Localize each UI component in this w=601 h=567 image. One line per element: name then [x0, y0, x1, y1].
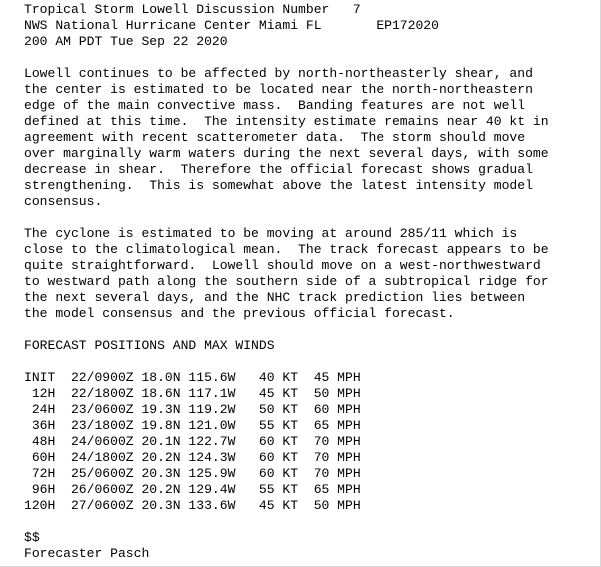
paragraph-line: the center is estimated to be located near the north-northeastern — [24, 82, 533, 97]
blank-line — [24, 50, 549, 66]
forecast-heading: FORECAST POSITIONS AND MAX WINDS — [24, 338, 275, 353]
issuing-office: NWS National Hurricane Center Miami FL EP172020 — [24, 18, 439, 33]
paragraph-line: defined at this time. The intensity estimate remains near 40 kt in — [24, 114, 549, 129]
forecast-row: 96H 26/0600Z 20.2N 129.4W 55 KT 65 MPH — [24, 482, 361, 497]
paragraph-line: strengthening. This is somewhat above the latest intensity model — [24, 178, 533, 193]
forecast-row: 24H 23/0600Z 19.3N 119.2W 50 KT 60 MPH — [24, 402, 361, 417]
paragraph-line: close to the climatological mean. The track forecast appears to be — [24, 242, 549, 257]
paragraph-line: quite straightforward. Lowell should move on a west-northwestward — [24, 258, 541, 273]
paragraph-line: the next several days, and the NHC track prediction lies between — [24, 290, 526, 305]
blank-line — [24, 322, 549, 338]
forecast-row: 12H 22/1800Z 18.6N 117.1W 45 KT 50 MPH — [24, 386, 361, 401]
paragraph-intensity — [24, 66, 549, 210]
paragraph-line: Lowell continues to be affected by north-northeasterly shear, and — [24, 66, 533, 81]
blank-line — [24, 514, 549, 530]
paragraph-line: decrease in shear. Therefore the official forecast shows gradual — [24, 162, 533, 177]
discussion-text — [24, 2, 549, 562]
forecast-row: 72H 25/0600Z 20.3N 125.9W 60 KT 70 MPH — [24, 466, 361, 481]
discussion-title: Tropical Storm Lowell Discussion Number 7 — [24, 2, 361, 17]
paragraph-line: over marginally warm waters during the next several days, with some — [24, 146, 549, 161]
forecast-row: 48H 24/0600Z 20.1N 122.7W 60 KT 70 MPH — [24, 434, 361, 449]
paragraph-line: agreement with recent scatterometer data. The storm should move — [24, 130, 526, 145]
paragraph-line: the model consensus and the previous official forecast. — [24, 306, 455, 321]
forecaster-signature: Forecaster Pasch — [24, 546, 150, 561]
paragraph-line: consensus. — [24, 194, 103, 209]
paragraph-track — [24, 226, 549, 322]
end-marker: $$ — [24, 530, 40, 545]
forecast-row: 120H 27/0600Z 20.3N 133.6W 45 KT 50 MPH — [24, 498, 361, 513]
issue-time: 200 AM PDT Tue Sep 22 2020 — [24, 34, 228, 49]
paragraph-line: The cyclone is estimated to be moving at around 285/11 which is — [24, 226, 518, 241]
blank-line — [24, 210, 549, 226]
blank-line — [24, 354, 549, 370]
forecast-row: 36H 23/1800Z 19.8N 121.0W 55 KT 65 MPH — [24, 418, 361, 433]
forecast-row: 60H 24/1800Z 20.2N 124.3W 60 KT 70 MPH — [24, 450, 361, 465]
forecast-table — [24, 370, 549, 514]
paragraph-line: edge of the main convective mass. Banding features are not well — [24, 98, 526, 113]
paragraph-line: to westward path along the southern side of a subtropical ridge for — [24, 274, 549, 289]
forecast-row: INIT 22/0900Z 18.0N 115.6W 40 KT 45 MPH — [24, 370, 361, 385]
